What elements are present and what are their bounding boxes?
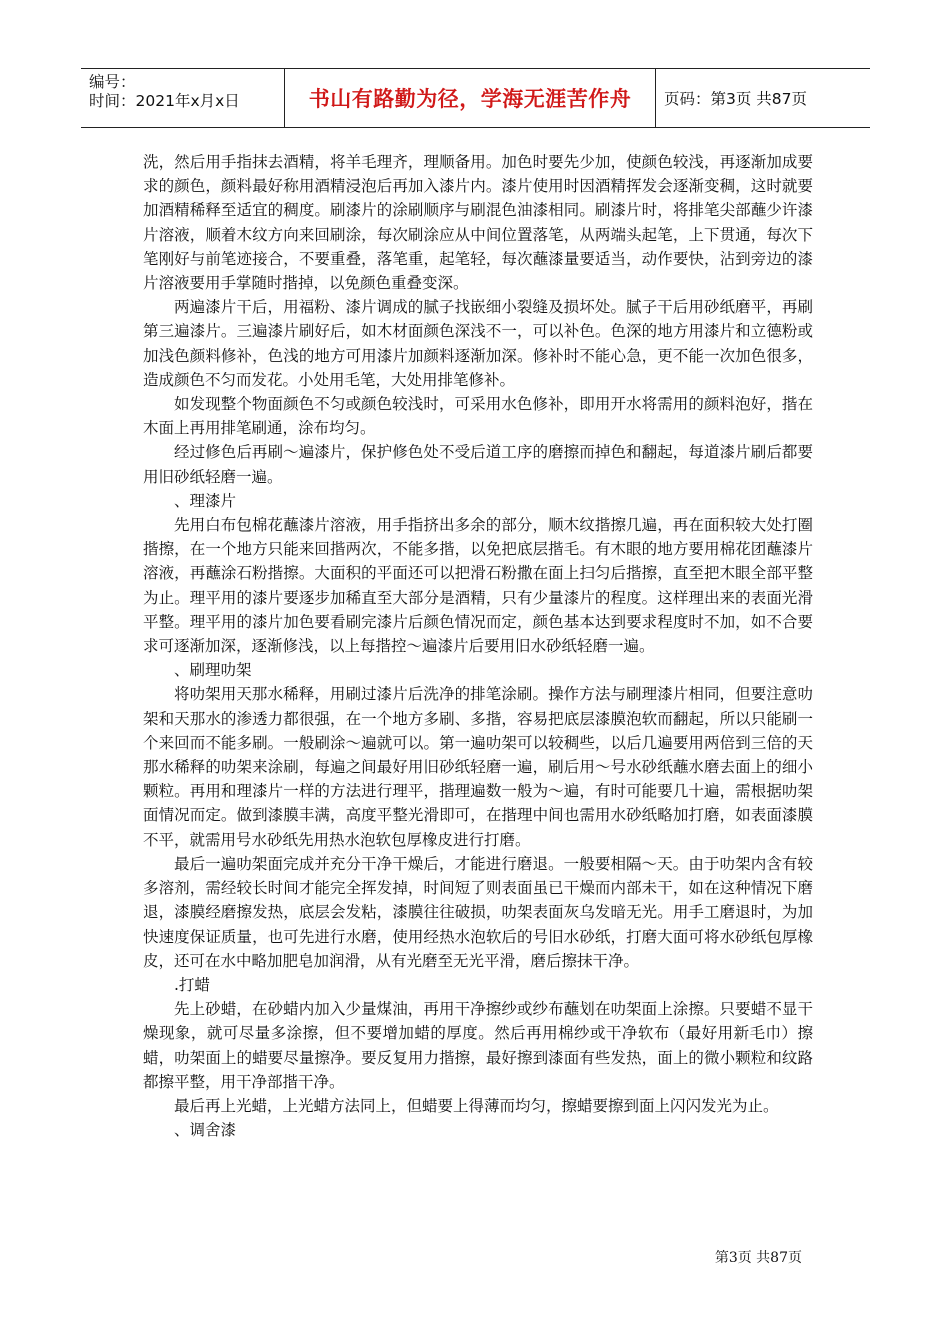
body-paragraph: 先用白布包棉花蘸漆片溶液，用手指挤出多余的部分，顺木纹揩擦几遍，再在面积较大处打圈揩擦，在一个地方只能来回揩两次，不能多揩，以免把底层揩毛。有木眼的地方要用棉花团蘸漆片溶液，再蘸涂石粉揩擦。大面积的平面还可以把滑石粉撒在面上扫匀后揩擦，直至把木眼全部平整为止。理平用的漆片要逐步加稀直至大部分是酒精，只有少量漆片的程度。这样理出来的表面光滑平整。理平用的漆片加色要看刷完漆片后颜色情况而定，颜色基本达到要求程度时不加，如不合要求可逐渐加深，逐渐修浅，以上每揩控～遍漆片后要用旧水砂纸轻磨一遍。 bbox=[143, 516, 813, 656]
section-heading: 、理漆片 bbox=[174, 491, 237, 510]
body-paragraph: 两遍漆片干后，用福粉、漆片调成的腻子找嵌细小裂缝及损坏处。腻子干后用砂纸磨平，再刷第三遍漆片。三遍漆片刷好后，如木材面颜色深浅不一，可以补色。色深的地方用漆片和立德粉或加浅色颜料修补，色浅的地方可用漆片加颜料逐渐加深。修补时不能心急，更不能一次加色很多，造成颜色不匀而发花。小处用毛笔，大处用排笔修补。 bbox=[143, 298, 813, 389]
body-paragraph: 最后再上光蜡，上光蜡方法同上，但蜡要上得薄而均匀，擦蜡要擦到面上闪闪发光为止。 bbox=[174, 1096, 779, 1115]
body-paragraph: 如发现整个物面颜色不匀或颜色较浅时，可采用水色修补，即用开水将需用的颜料泡好，揩在木面上再用排笔刷通，涂布均匀。 bbox=[143, 395, 813, 438]
page-footer-number: 第3页 共87页 bbox=[714, 1250, 802, 1266]
page-header bbox=[81, 68, 870, 128]
body-paragraph: 将叻架用天那水稀释，用刷过漆片后洗净的排笔涂刷。操作方法与刷理漆片相同，但要注意叻架和天那水的渗透力都很强，在一个地方多刷、多揩，容易把底层漆膜泡软而翻起，所以只能刷一个来回而不能多刷。一般刷涂～遍就可以。第一遍叻架可以较稠些，以后几遍要用两倍到三倍的天那水稀释的叻架来涂刷，每遍之间最好用旧砂纸轻磨一遍，刷后用～号水砂纸蘸水磨去面上的细小颗粒。再用和理漆片一样的方法进行理平，揩理遍数一般为～遍，有时可能要几十遍，需根据叻架面情况而定。做到漆膜丰满，高度平整光滑即可，在揩理中间也需用水砂纸略加打磨，如表面漆膜不平，就需用号水砂纸先用热水泡软包厚橡皮进行打磨。 bbox=[143, 685, 813, 849]
document-body bbox=[143, 150, 813, 1142]
section-heading: .打蜡 bbox=[174, 975, 210, 994]
header-meta bbox=[81, 69, 284, 127]
body-paragraph: 经过修色后再刷～遍漆片，保护修色处不受后道工序的磨擦而掉色和翻起，每道漆片刷后都要用旧砂纸轻磨一遍。 bbox=[143, 443, 813, 486]
section-heading: 、调舍漆 bbox=[174, 1121, 237, 1140]
header-page-number: 页码：第3页 共87页 bbox=[664, 90, 808, 108]
section-heading: 、刷理叻架 bbox=[174, 661, 252, 680]
body-paragraph: 最后一遍叻架面完成并充分干净干燥后，才能进行磨退。一般要相隔～天。由于叻架内含有较多溶剂，需经较长时间才能完全挥发掉，时间短了则表面虽已干燥而内部未干，如在这种情况下磨退，漆膜经磨擦发热，底层会发粘，漆膜往往破损，叻架表面灰乌发暗无光。用手工磨退时，为加快速度保证质量，也可先进行水磨，使用经热水泡软后的号旧水砂纸，打磨大面可将水砂纸包厚橡皮，还可在水中略加肥皂加润滑，从有光磨至无光平滑，磨后擦抹干净。 bbox=[143, 854, 813, 970]
document-number-label: 编号： bbox=[89, 73, 136, 91]
body-paragraph: 洗，然后用手指抹去酒精，将羊毛理齐，理顺备用。加色时要先少加，使颜色较浅，再逐渐加成要求的颜色，颜料最好称用酒精浸泡后再加入漆片内。漆片使用时因酒精挥发会逐渐变稠，这时就要加酒精稀释至适宜的稠度。刷漆片的涂刷顺序与刷混色油漆相同。刷漆片时，将排笔尖部蘸少许漆片溶液，顺着木纹方向来回刷涂，每次刷涂应从中间位置落笔，从两端头起笔，上下贯通，每次下笔刚好与前笔迹接合，不要重叠，落笔重，起笔轻，每次蘸漆量要适当，动作要快，沾到旁边的漆片溶液要用手掌随时揩掉，以免颜色重叠变深。 bbox=[143, 153, 813, 293]
document-date-label: 时间：2021年x月x日 bbox=[89, 92, 240, 110]
body-paragraph: 先上砂蜡，在砂蜡内加入少量煤油，再用干净擦纱或纱布蘸划在叻架面上涂擦。只要蜡不显干燥现象，就可尽量多涂擦，但不要增加蜡的厚度。然后再用棉纱或干净软布（最好用新毛巾）擦蜡，叻架面上的蜡要尽量擦净。要反复用力揩擦，最好擦到漆面有些发热，面上的微小颗粒和纹路都擦平整，用干净部揩干净。 bbox=[143, 1000, 813, 1091]
header-motto: 书山有路勤为径，学海无涯苦作舟 bbox=[284, 69, 656, 127]
